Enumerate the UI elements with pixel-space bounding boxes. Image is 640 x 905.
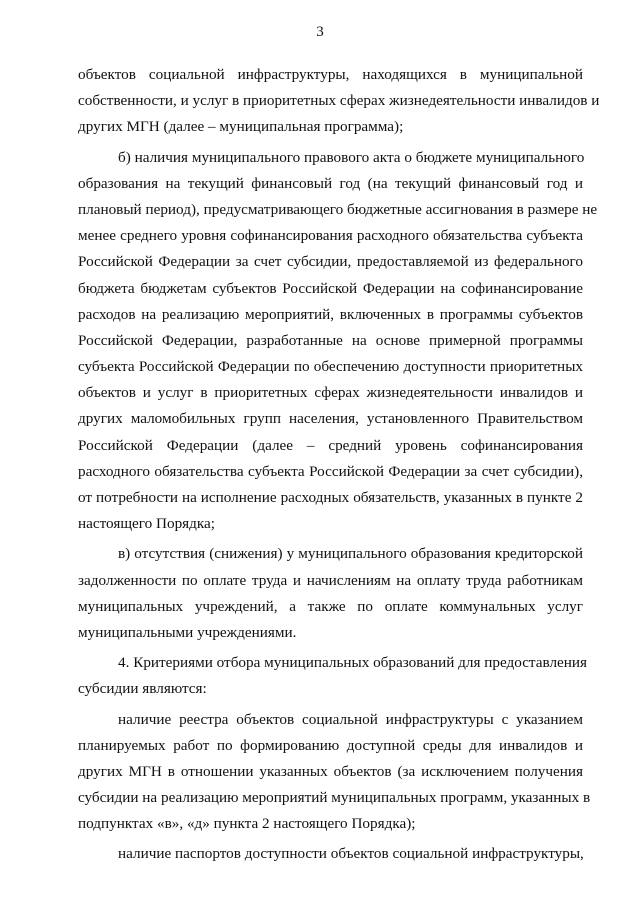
paragraph <box>78 650 588 702</box>
text-line: подпунктах «в», «д» пункта 2 настоящего Порядка); <box>78 815 416 833</box>
text-line: бюджета бюджетам субъектов Российской Федерации на софинансирование <box>78 279 583 297</box>
text-line: расходов на реализацию мероприятий, включенных в программы субъектов <box>78 305 583 323</box>
text-line: от потребности на исполнение расходных обязательств, указанных в пункте 2 <box>78 489 583 506</box>
paragraph <box>78 62 600 141</box>
text-line: расходного обязательства субъекта Российской Федерации за счет субсидии), <box>78 462 583 480</box>
text-line: образования на текущий финансовый год (на текущий финансовый год и <box>78 174 583 192</box>
text-line: субъекта Российской Федерации по обеспечению доступности приоритетных <box>78 358 583 376</box>
page-number: 3 <box>316 24 324 40</box>
text-line: Российской Федерации (далее – средний уровень софинансирования <box>78 436 583 454</box>
text-line: собственности, и услуг в приоритетных сферах жизнедеятельности инвалидов и <box>78 92 600 110</box>
text-line: плановый период), предусматривающего бюджетные ассигнования в размере не <box>78 200 598 218</box>
text-line: Российской Федерации, разработанные на основе примерной программы <box>78 331 583 349</box>
text-line: менее среднего уровня софинансирования расходного обязательства субъекта <box>78 227 583 245</box>
text-line: настоящего Порядка; <box>78 515 215 533</box>
text-line: в) отсутствия (снижения) у муниципального образования кредиторской <box>118 545 583 563</box>
text-line: Российской Федерации за счет субсидии, предоставляемой из федерального <box>78 253 583 271</box>
text-line: других МГН в отношении указанных объектов (за исключением получения <box>78 762 583 780</box>
text-line: объектов и услуг в приоритетных сферах жизнедеятельности инвалидов и <box>78 384 583 402</box>
paragraph <box>78 841 583 867</box>
text-line: других маломобильных групп населения, установленного Правительством <box>78 410 583 428</box>
text-line: субсидии на реализацию мероприятий муниципальных программ, указанных в <box>78 789 591 807</box>
text-line: б) наличия муниципального правового акта о бюджете муниципального <box>118 148 585 166</box>
text-line: наличие реестра объектов социальной инфраструктуры с указанием <box>118 710 583 728</box>
text-line: наличие паспортов доступности объектов социальной инфраструктуры, <box>118 845 584 863</box>
text-line: планируемых работ по формированию доступной среды для инвалидов и <box>78 736 583 754</box>
text-line: субсидии являются: <box>78 680 207 698</box>
document-body <box>78 62 600 872</box>
text-line: 4. Критериями отбора муниципальных образований для предоставления <box>118 654 588 672</box>
paragraph <box>78 145 598 538</box>
text-line: других МГН (далее – муниципальная программа); <box>78 118 404 136</box>
text-line: задолженности по оплате труда и начислениям на оплату труда работникам <box>78 571 583 589</box>
paragraph <box>78 707 591 838</box>
text-line: муниципальными учреждениями. <box>78 623 297 641</box>
text-line: объектов социальной инфраструктуры, находящихся в муниципальной <box>78 66 583 83</box>
text-line: муниципальных учреждений, а также по оплате коммунальных услуг <box>78 597 583 615</box>
paragraph <box>78 541 583 646</box>
